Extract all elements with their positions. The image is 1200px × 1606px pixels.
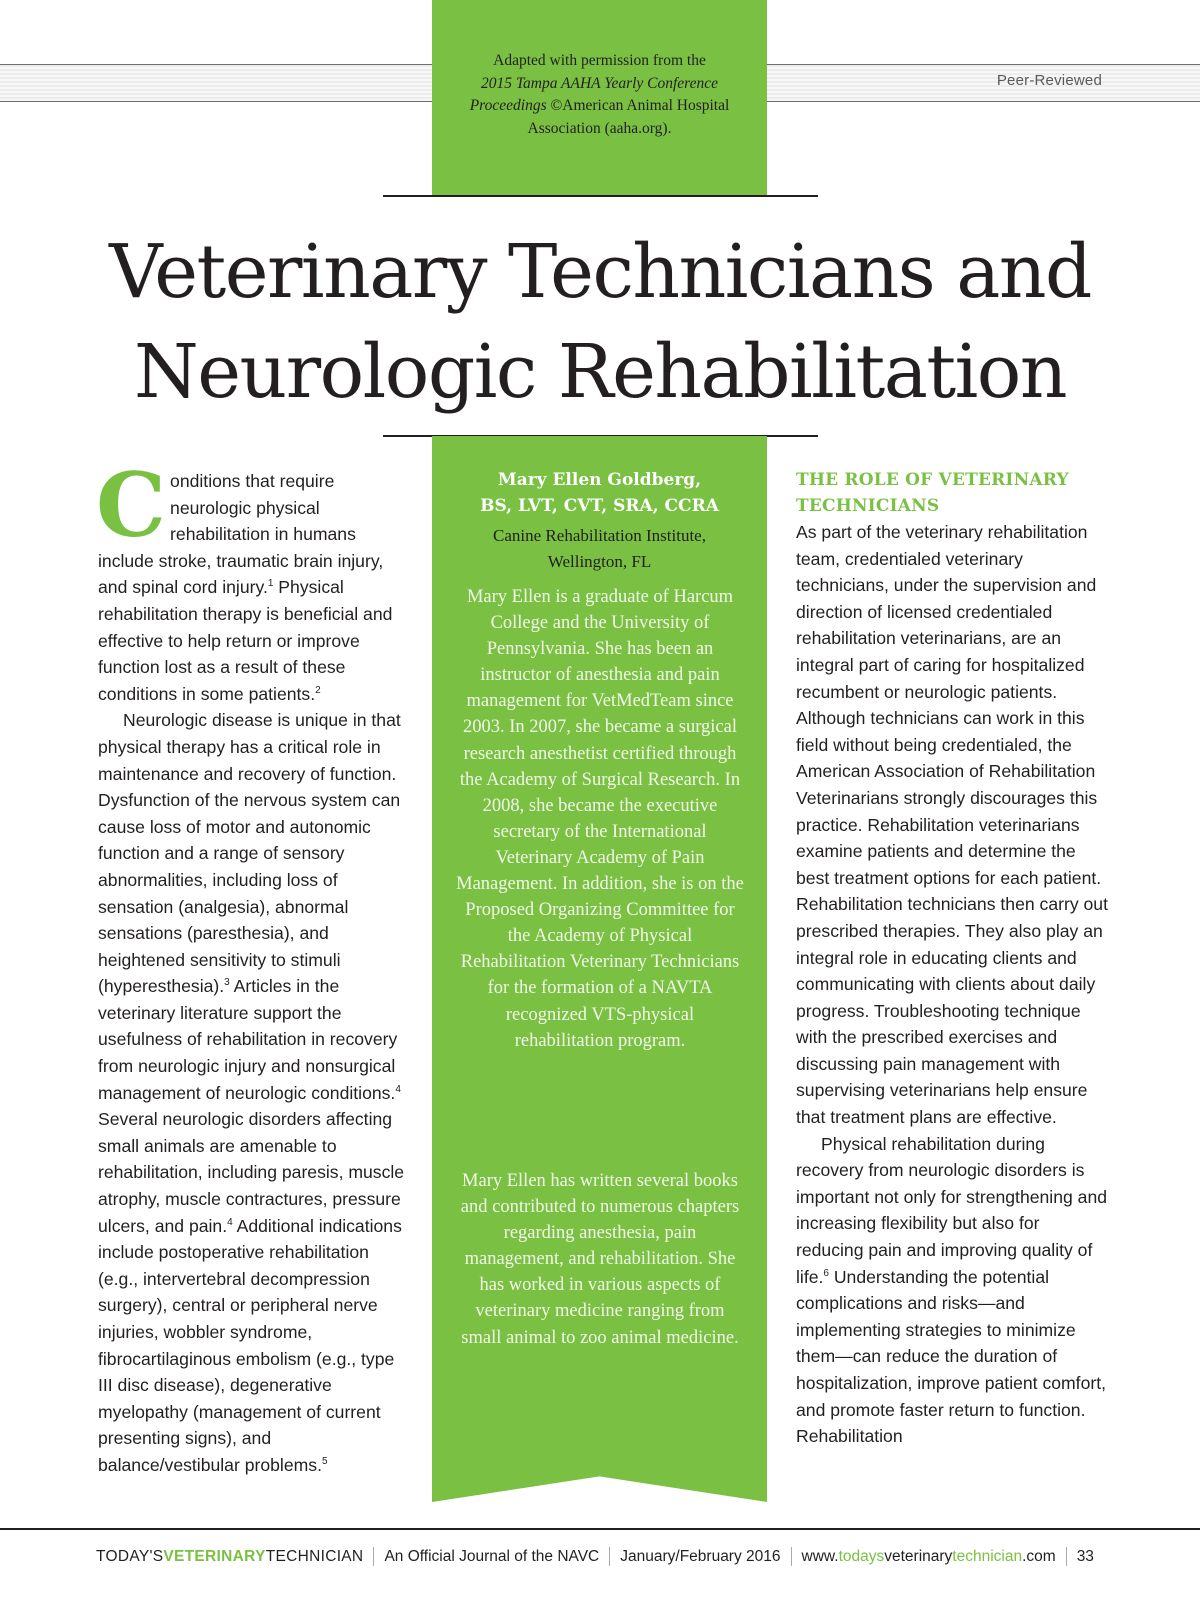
right-column: [796, 468, 1108, 1450]
left-column: [96, 453, 408, 1479]
reference-2: 2: [315, 684, 321, 696]
attribution-line1: Adapted with permission from the: [493, 52, 706, 69]
brand-technician: TECHNICIAN: [265, 1547, 364, 1565]
website-link[interactable]: [802, 1548, 1056, 1566]
article-title: [40, 222, 1160, 422]
reference-1: 1: [267, 578, 274, 590]
page-number: 33: [1076, 1547, 1094, 1565]
author-name-line1: Mary Ellen Goldberg,: [497, 470, 702, 490]
rehab-text-b: Understanding the potential complications and risks—and implementing strategies to minimize them—can reduce the duration of hospitalization, improve patient comfort, and promote faster return to function. Rehabilitation: [796, 1266, 1106, 1447]
author-bio-paragraph-2: Mary Ellen has written several books and contributed to numerous chapters regarding anesthesia, pain management, and rehabilitation. She has worked in various aspects of veterinary medicine ranging from small animal to zoo animal medicine.: [460, 1171, 740, 1348]
brand-veterinary: VETERINARY: [163, 1547, 266, 1565]
url-www: www.: [801, 1547, 839, 1565]
title-rule-top: [383, 195, 818, 197]
reference-4: 4: [395, 1083, 401, 1095]
brand-todays: TODAY'S: [96, 1547, 164, 1565]
section-heading: [796, 468, 1108, 519]
url-todays: todays: [838, 1547, 885, 1565]
paragraph-intro: [96, 453, 408, 707]
footer-divider: [609, 1547, 610, 1566]
author-name: [432, 468, 767, 519]
footer-divider: [373, 1547, 374, 1566]
footer-divider: [1066, 1547, 1067, 1566]
paragraph-neurologic-disease: [98, 707, 408, 1478]
attribution-rest: ©American Animal Hospital Association (aaha.org).: [527, 97, 730, 137]
paragraph-physical-rehab: [796, 1131, 1108, 1450]
footer-rule: [0, 1528, 1200, 1530]
url-technician: technician: [952, 1547, 1023, 1565]
neuro-text-a: Neurologic disease is unique in that physical therapy has a critical role in maintenance and recovery of function. Dysfunction of the nervous system can cause loss of motor and autonomic function and a range of sensory abnormalities, including loss of sensation (analgesia), abnormal sensations (paresthesia), and heightened sensitivity to stimuli (hyperesthesia).: [98, 710, 401, 997]
title-line-1: Veterinary Technicians and: [109, 229, 1091, 315]
neuro-text-c: Several neurologic disorders affecting small animals are amenable to rehabilitation, including paresis, muscle atrophy, muscle contractures, pressure ulcers, and pain.: [98, 1109, 405, 1236]
author-bio-paragraph-1: Mary Ellen is a graduate of Harcum College and the University of Pennsylvania. She has been an instructor of anesthesia and pain management for VetMedTeam since 2003. In 2007, she became a surgical research anesthetist certified through the Academy of Surgical Research. In 2008, she became the executive secretary of the International Veterinary Academy of Pain Management. In addition, she is on the Proposed Organizing Committee for the Academy of Physical Rehabilitation Veterinary Technicians for the formation of a NAVTA recognized VTS-physical rehabilitation program.: [456, 587, 744, 1051]
journal-brand: [96, 1548, 363, 1566]
rehab-text-a: Physical rehabilitation during recovery from neurologic disorders is important not only for strengthening and increasing flexibility but also for reducing pain and improving quality of life.: [796, 1133, 1108, 1287]
affiliation-line1: Canine Rehabilitation Institute,: [493, 526, 706, 545]
attribution-conference: 2015 Tampa AAHA Yearly Conference Proceedings: [469, 74, 719, 114]
paragraph-role: As part of the veterinary rehabilitation team, credentialed veterinary technicians, under the supervision and direction of licensed credentialed rehabilitation veterinarians, are an integral part of caring for hospitalized recumbent or neurologic patients. Although technicians can work in this field without being credentialed, the American Association of Rehabilitation Veterinarians strongly discourages this practice. Rehabilitation veterinarians examine patients and determine the best treatment options for each patient. Rehabilitation technicians then carry out prescribed therapies. They also play an integral role in educating clients and communicating with clients about daily progress. Troubleshooting technique with the prescribed exercises and discussing pain management with supervising veterinarians help ensure that treatment plans are effective.: [796, 522, 1108, 1128]
footer-divider: [791, 1547, 792, 1566]
reference-6: 6: [823, 1267, 829, 1279]
title-line-2: Neurologic Rehabilitation: [134, 329, 1066, 415]
page-footer: [96, 1547, 1106, 1566]
neuro-text-d: Additional indications include postoperative rehabilitation (e.g., intervertebral decompression surgery), central or peripheral nerve injuries, wobbler syndrome, fibrocartilaginous embolism (e.g., type III disc disease), degenerative myelopathy (management of current presenting signs), and balance/vestibular problems.: [98, 1215, 402, 1475]
section-heading-line1: THE ROLE OF VETERINARY: [796, 470, 1069, 490]
drop-cap: C: [96, 453, 167, 557]
intro-text-cont: Physical rehabilitation therapy is beneficial and effective to help return or improve function lost as a result of these conditions in some patients.: [98, 577, 393, 704]
peer-reviewed-label: Peer-Reviewed: [996, 72, 1102, 89]
journal-subtitle: An Official Journal of the NAVC: [384, 1547, 600, 1565]
issue-date: January/February 2016: [620, 1547, 781, 1565]
affiliation-line2: Wellington, FL: [547, 552, 652, 571]
section-heading-line2: TECHNICIANS: [796, 495, 940, 516]
reference-5: 5: [321, 1456, 328, 1468]
author-affiliation: [432, 523, 767, 575]
reference-4b: 4: [227, 1216, 233, 1228]
attribution-text: [432, 50, 767, 140]
neuro-text-b: Articles in the veterinary literature support the usefulness of rehabilitation in recovery from neurologic injury and nonsurgical management of neurologic conditions.: [98, 976, 398, 1103]
intro-text: onditions that require neurologic physical rehabilitation in humans include stroke, traumatic brain injury, and spinal cord injury.: [98, 471, 384, 598]
url-com: .com: [1022, 1547, 1056, 1565]
author-credentials: BS, LVT, CVT, SRA, CCRA: [480, 495, 719, 516]
reference-3: 3: [224, 977, 230, 989]
url-veterinary: veterinary: [884, 1547, 953, 1565]
